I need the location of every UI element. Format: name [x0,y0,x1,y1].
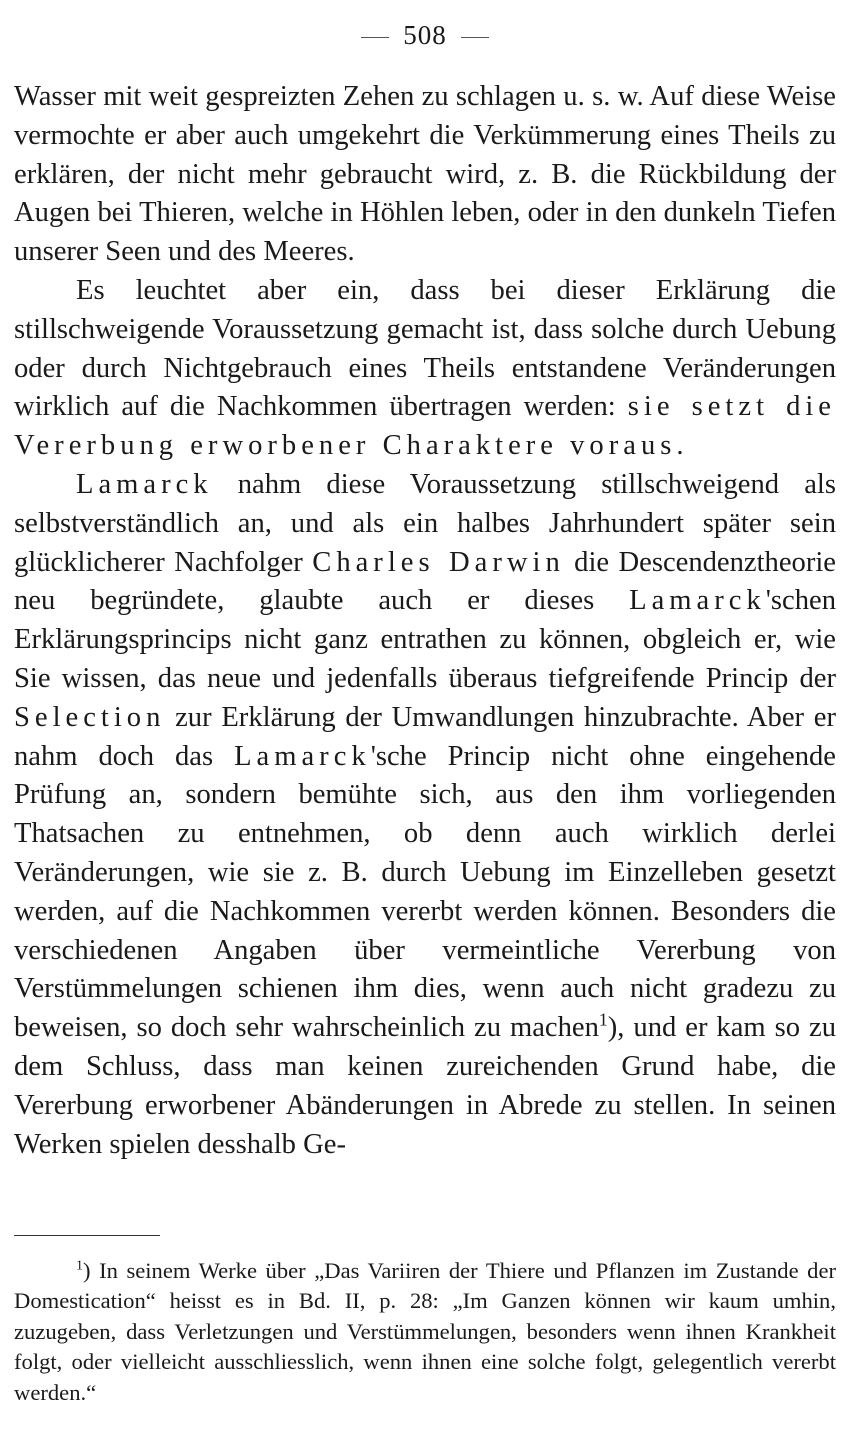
term-selection: Selection [14,701,166,733]
emphasis-inherited-characters: sie setzt die Vererbung erworbener Charaktere voraus. [14,391,836,462]
footnote-text: ) In seinem Werke über „Das Variiren der Thiere und Pflanzen im Zustande der Domestication“ heisst es in Bd. II, p. 28: „Im Ganzen können wir kaum umhin, zuzugeben, dass Verletzungen und Verstümmelungen, besonders wenn ihnen Krankheit folgt, oder vielleicht ausschliesslich, wenn ihnen eine solche folgt, gelegentlich vererbt werden.“ [14,1258,836,1405]
paragraph-2-text: Es leuchtet aber ein, dass bei dieser Erklärung die stillschweigende Voraussetzung gemacht ist, dass solche durch Uebung oder durch Nichtgebrauch eines Theils entstandene Veränderungen wirklich auf die Nachkommen übertragen werden: [14,274,836,423]
footnote-mark: 1 [76,1258,83,1274]
paragraph-3-text-3: 'schen Erklärungsprincips nicht ganz entrathen zu können, obgleich er, wie Sie wissen, das neue und jedenfalls überaus tiefgreifende Princip der [14,585,836,694]
header-dash-right [461,37,489,38]
paragraph-3-text-5: 'sche Princip nicht ohne eingehende Prüfung an, sondern bemühte sich, aus den ihm vorliegenden Thatsachen zu entnehmen, ob denn auch wirklich derlei Veränderungen, wie sie z. B. durch Uebung im Einzelleben gesetzt werden, auf die Nachkommen vererbt werden können. Besonders die verschiedenen Angaben über vermeintliche Vererbung von Verstümmelungen schienen ihm dies, wenn auch nicht gradezu zu beweisen, so doch sehr wahrscheinlich zu machen [14,740,836,1044]
footnote-divider [14,1235,160,1236]
paragraph-3-text-1: nahm diese Voraussetzung stillschweigend als selbstverständlich an, und als ein halbes Jahrhundert später sein glücklicherer Nachfolger [14,468,836,578]
name-lamarck: Lamarck [76,468,213,500]
paragraph-3 [14,466,836,1164]
main-text [14,78,836,1164]
page-header [14,20,836,51]
paragraph-1-text: Wasser mit weit gespreizten Zehen zu schlagen u. s. w. Auf diese Weise vermochte er aber auch umgekehrt die Verkümmerung eines Theils zu erklären, der nicht mehr gebraucht wird, z. B. die Rückbildung der Augen bei Thieren, welche in Höhlen leben, oder in den dunkeln Tiefen unserer Seen und des Meeres. [14,81,836,268]
paragraph-3-text-2: die Descendenztheorie neu begründete, glaubte auch er dieses [14,546,836,617]
paragraph-1 [14,78,836,272]
header-dash-left [361,37,389,38]
name-lamarck-2: Lamarck [629,585,766,617]
name-darwin: Charles Darwin [312,546,565,578]
paragraph-3-text-4: zur Erklärung der Umwandlungen hinzubrachte. Aber er nahm doch das [14,701,836,772]
page-number: 508 [403,20,447,50]
footnote [14,1256,836,1408]
paragraph-3-text-6: ), und er kam so zu dem Schluss, dass man keinen zureichenden Grund habe, die Vererbung erworbener Abänderungen in Abrede zu stellen. In seinen Werken spielen desshalb Ge- [14,1012,836,1160]
book-page [14,0,836,1446]
name-lamarck-3: Lamarck [234,740,371,772]
paragraph-2 [14,272,836,466]
footnote-reference: 1 [598,1009,608,1030]
